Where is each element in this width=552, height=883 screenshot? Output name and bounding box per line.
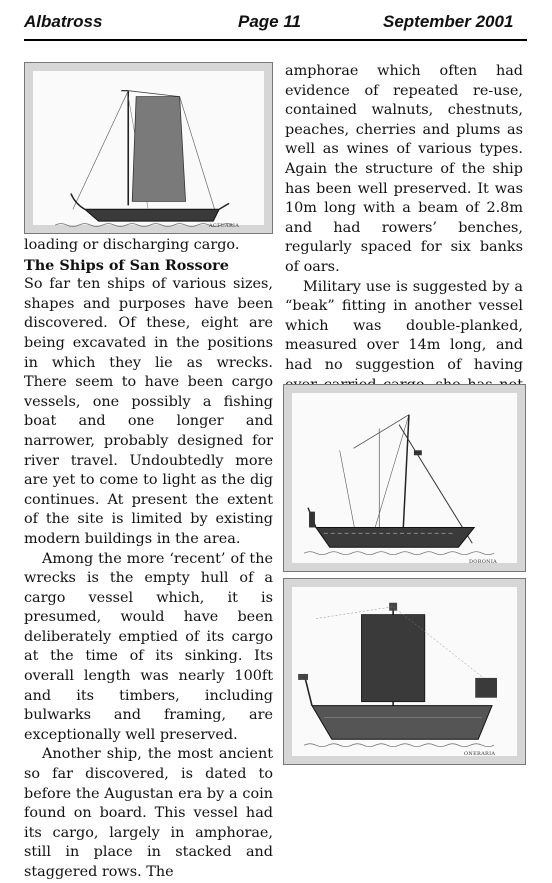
publication-title: Albatross bbox=[24, 12, 103, 31]
paragraph: Another ship, the most ancient so far discovered, is dated to before the Augustan era by a coin found on board. This vessel had its cargo, largely in amphorae, still in place in stacked and staggered rows. The bbox=[24, 746, 273, 880]
actuaria-ship-illustration bbox=[25, 63, 272, 233]
figure-caption: ACTUARIA bbox=[209, 223, 240, 229]
figure-caption: DORONIA bbox=[469, 559, 498, 565]
paragraph: amphorae which often had evidence of repeated re-use, contained walnuts, chestnuts, peaches, cherries and plums as well as wines of various types. Again the structure of the ship has been well preserved. It was 10m long with a beam of 2.8m and had rowers’ benches, regularly spaced for six banks of oars. bbox=[285, 63, 523, 275]
left-column bbox=[24, 236, 273, 883]
doronia-ship-illustration bbox=[284, 385, 525, 571]
page-number: Page 11 bbox=[238, 12, 302, 31]
figure-oneraria bbox=[283, 578, 526, 765]
page-header bbox=[0, 0, 552, 40]
figure-doronia bbox=[283, 384, 526, 572]
oneraria-ship-illustration bbox=[284, 579, 525, 764]
figure-actuaria bbox=[24, 62, 273, 234]
paragraph: So far ten ships of various sizes, shapes and purposes have been discovered. Of these, eight are being excavated in the positions in which they lie as wrecks. There seem to have been cargo vessels, one possibly a fishing boat and one longer and narrower, probably designed for river travel. Undoubtedly more are yet to come to light as the dig continues. At present the extent of the site is limited by existing modern buildings in the area. bbox=[24, 276, 273, 547]
figure-caption: ONERARIA bbox=[464, 751, 496, 757]
paragraph: loading or discharging cargo. bbox=[24, 237, 240, 253]
header-rule bbox=[24, 39, 527, 41]
issue-date: September 2001 bbox=[383, 12, 514, 31]
paragraph: Among the more ‘recent’ of the wrecks is the empty hull of a cargo vessel which, it is presumed, would have been deliberately emptied of its cargo at the time of its sinking. Its overall length was nearly 100ft and its timbers, including bulwarks and framing, are exceptionally well preserved. bbox=[24, 550, 273, 743]
section-heading: The Ships of San Rossore bbox=[24, 256, 229, 274]
paragraph: Military use is suggested by a “beak” fitting in another vessel which was double-planked, measured over 14m long, and had no suggestion of having bbox=[285, 278, 523, 373]
